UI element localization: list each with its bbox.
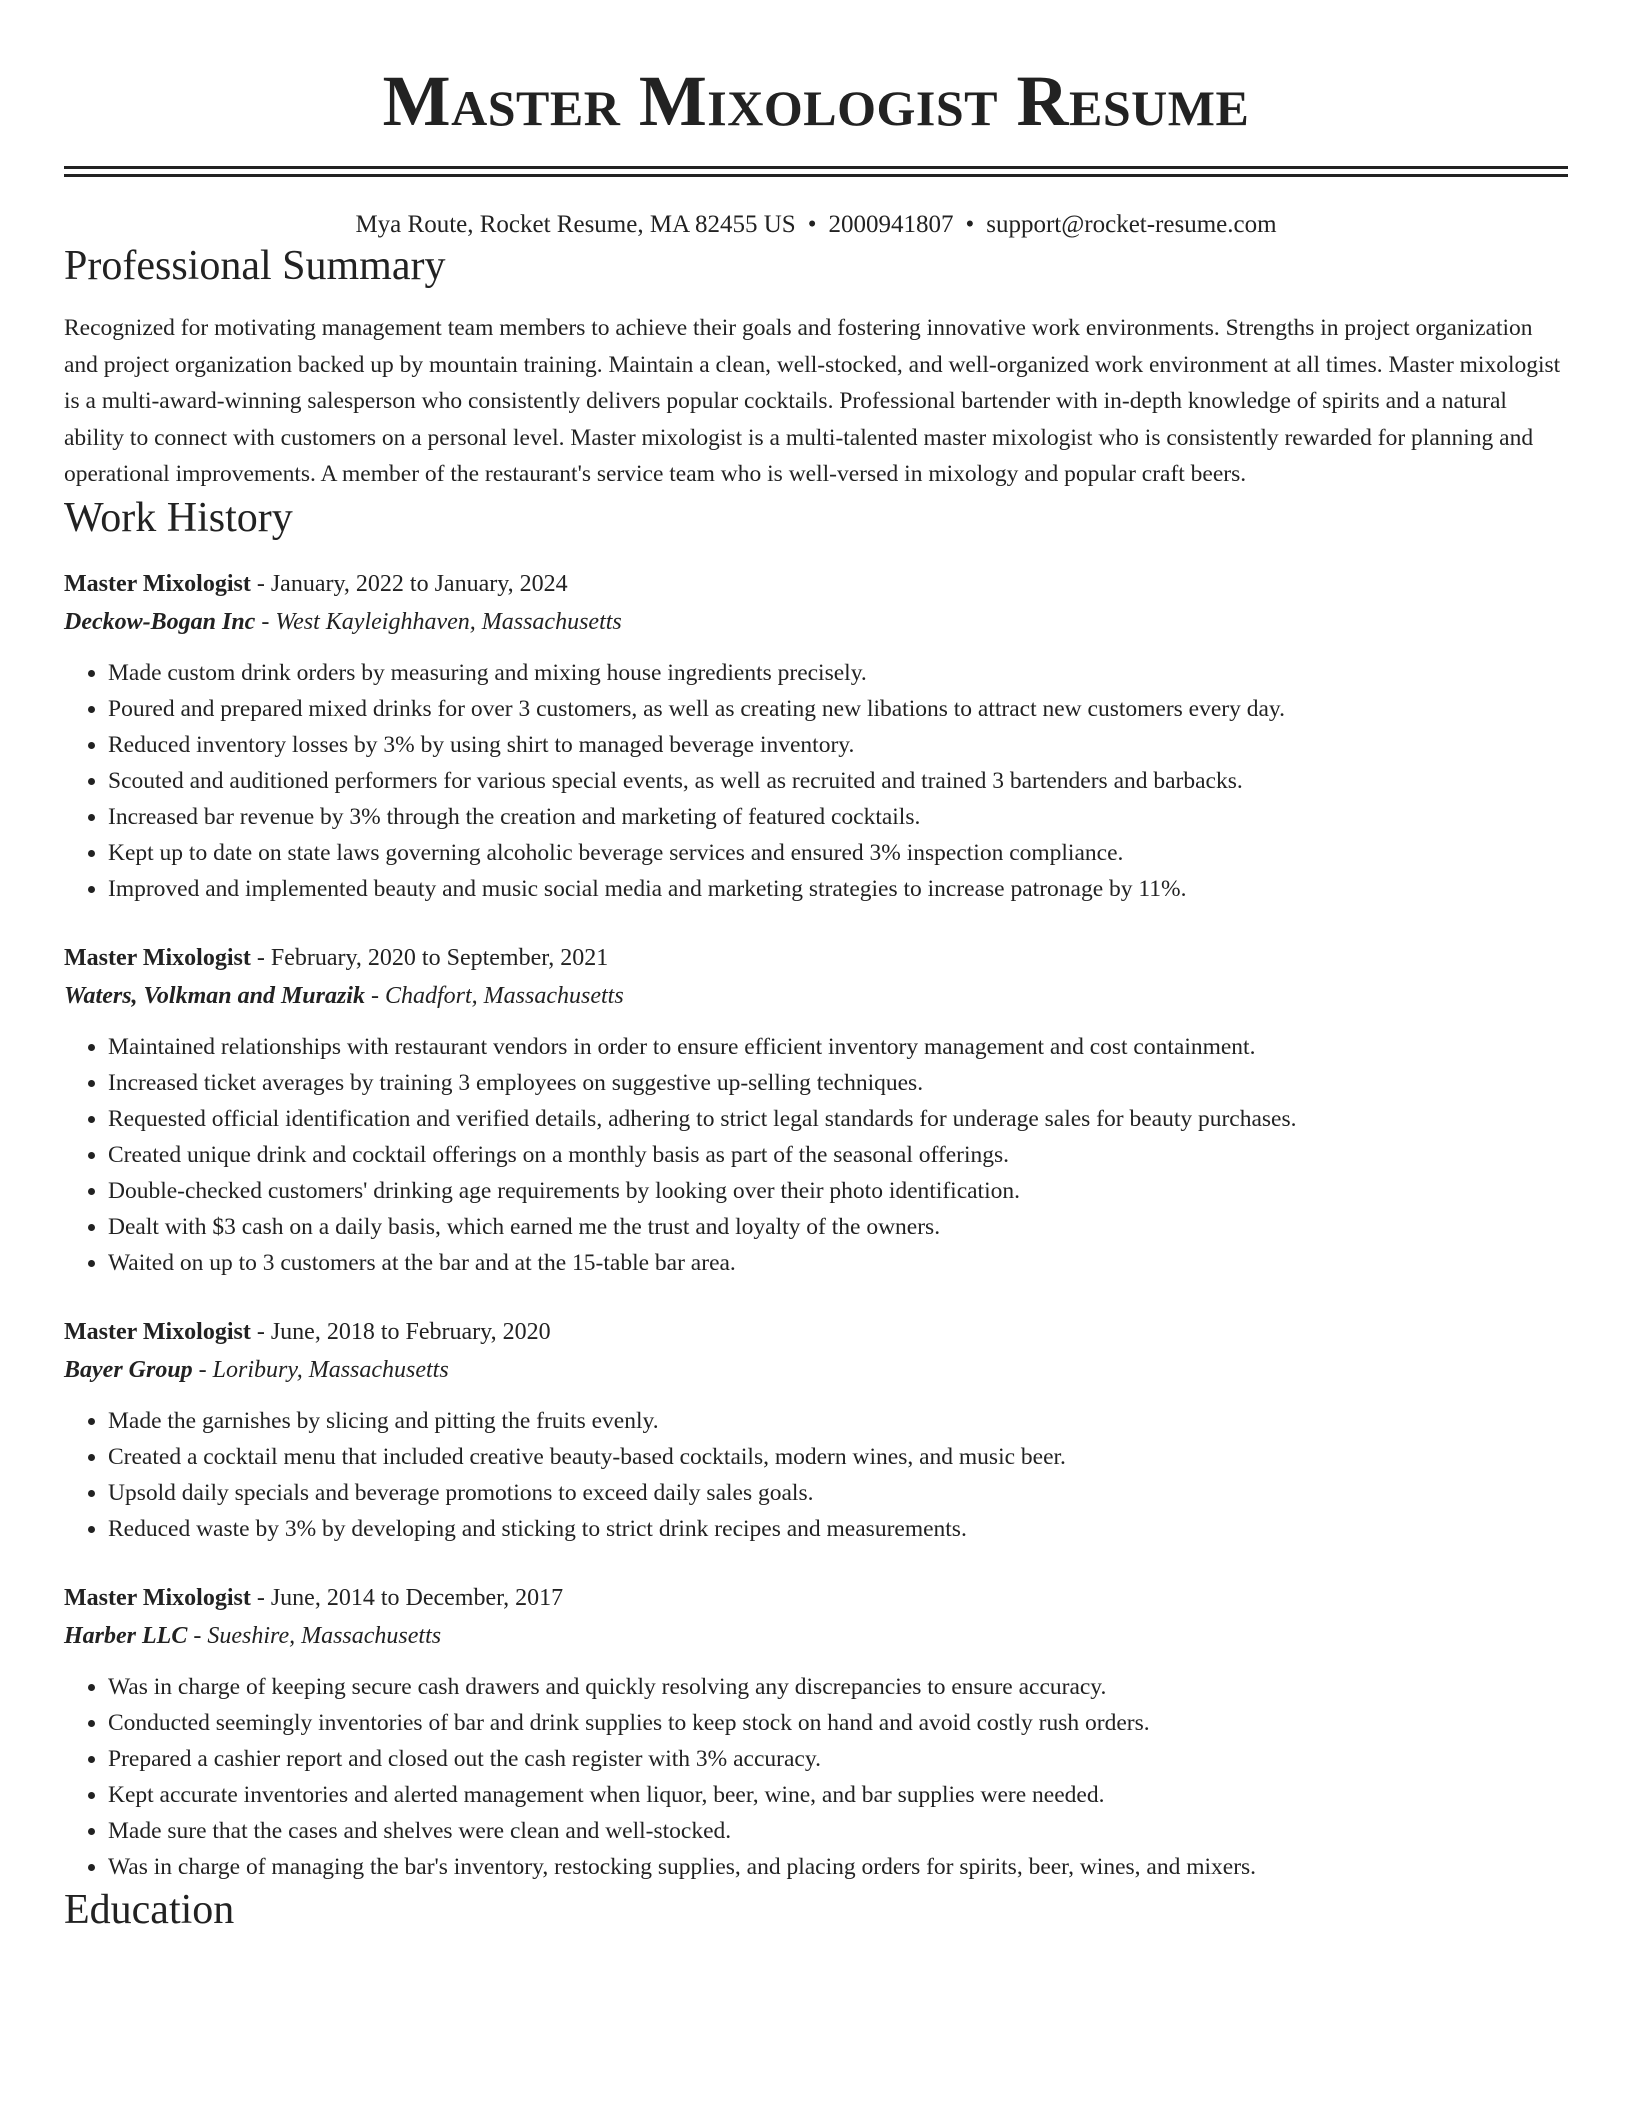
job-location: Sueshire, Massachusetts [207, 1622, 442, 1649]
job-company-line [64, 1351, 1568, 1389]
job-title: Master Mixologist [64, 1318, 251, 1345]
job-location: West Kayleighhaven, Massachusetts [275, 608, 622, 635]
resume-title: Master Mixologist Resume [382, 61, 1250, 141]
duty-item: • Upsold daily specials and beverage promotions to exceed daily sales goals. [108, 1475, 1568, 1511]
job-entry [64, 1313, 1568, 1547]
duty-item: • Reduced waste by 3% by developing and sticking to strict drink recipes and measurements. [108, 1511, 1568, 1547]
job-entry [64, 565, 1568, 907]
duty-item: • Was in charge of managing the bar's inventory, restocking supplies, and placing orders for spirits, beer, wines, and mixers. [108, 1849, 1568, 1885]
duty-item: • Waited on up to 3 customers at the bar and at the 15-table bar area. [108, 1245, 1568, 1281]
job-dash: - [250, 1584, 271, 1611]
duty-item: • Conducted seemingly inventories of bar and drink supplies to keep stock on hand and avoid costly rush orders. [108, 1705, 1568, 1741]
job-company: Harber LLC [64, 1622, 188, 1649]
duty-item: • Made sure that the cases and shelves were clean and well-stocked. [108, 1813, 1568, 1849]
contact-phone: 2000941807 [828, 211, 954, 238]
job-dash: - [364, 982, 385, 1009]
job-title-line [64, 1579, 1568, 1617]
job-company: Waters, Volkman and Murazik [64, 982, 365, 1009]
duty-item: • Reduced inventory losses by 3% by using shirt to managed beverage inventory. [108, 727, 1568, 763]
title-divider [64, 166, 1568, 177]
summary-text: Recognized for motivating management team members to achieve their goals and fostering innovative work environments. Strengths in project organization and project organization backed up by mountain training. Maintain a clean, well-stocked, and well-organized work environment at all times. Master mixologist is a multi-award-winning salesperson who consistently delivers popular cocktails. Professional bartender with in-depth knowledge of spirits and a natural ability to connect with customers on a personal level. Master mixologist is a multi-talented master mixologist who is consistently rewarded for planning and operational improvements. A member of the restaurant's service team who is well-versed in mixology and popular craft beers. [64, 315, 1561, 487]
job-entry [64, 939, 1568, 1281]
duty-item: • Increased ticket averages by training 3 employees on suggestive up-selling techniques. [108, 1065, 1568, 1101]
job-dates: February, 2020 to September, 2021 [270, 944, 609, 971]
job-duties [64, 1029, 1568, 1281]
duty-item: • Was in charge of keeping secure cash drawers and quickly resolving any discrepancies to ensure accuracy. [108, 1669, 1568, 1705]
job-dash: - [187, 1622, 208, 1649]
duty-item: • Kept accurate inventories and alerted management when liquor, beer, wine, and bar supplies were needed. [108, 1777, 1568, 1813]
contact-email: support@rocket-resume.com [986, 211, 1277, 238]
contact-separator: • [965, 211, 975, 238]
duty-item: • Maintained relationships with restaurant vendors in order to ensure efficient inventory management and cost containment. [108, 1029, 1568, 1065]
job-dash: - [250, 570, 271, 597]
job-location: Chadfort, Massachusetts [384, 982, 624, 1009]
job-title: Master Mixologist [64, 944, 251, 971]
duty-item: • Made custom drink orders by measuring and mixing house ingredients precisely. [108, 655, 1568, 691]
duty-item: • Increased bar revenue by 3% through the creation and marketing of featured cocktails. [108, 799, 1568, 835]
job-dash: - [250, 944, 271, 971]
contact-line [64, 209, 1568, 241]
job-company-line [64, 1617, 1568, 1655]
work-history-list [64, 565, 1568, 1885]
job-location: Loribury, Massachusetts [212, 1356, 449, 1383]
duty-item: • Double-checked customers' drinking age requirements by looking over their photo identification. [108, 1173, 1568, 1209]
job-dates: January, 2022 to January, 2024 [270, 570, 568, 597]
duty-item: • Made the garnishes by slicing and pitting the fruits evenly. [108, 1403, 1568, 1439]
job-title: Master Mixologist [64, 570, 251, 597]
education-heading: Education [64, 1886, 235, 1933]
job-dates: June, 2014 to December, 2017 [270, 1584, 564, 1611]
contact-separator: • [807, 211, 817, 238]
job-company-line [64, 603, 1568, 641]
duty-item: • Dealt with $3 cash on a daily basis, which earned me the trust and loyalty of the owners. [108, 1209, 1568, 1245]
job-duties [64, 1403, 1568, 1547]
duty-item: • Improved and implemented beauty and music social media and marketing strategies to increase patronage by 11%. [108, 871, 1568, 907]
job-company: Deckow-Bogan Inc [64, 608, 256, 635]
job-company: Bayer Group [64, 1356, 193, 1383]
job-title-line [64, 939, 1568, 977]
duty-item: • Prepared a cashier report and closed out the cash register with 3% accuracy. [108, 1741, 1568, 1777]
contact-address: Mya Route, Rocket Resume, MA 82455 US [355, 211, 796, 238]
job-duties [64, 655, 1568, 907]
job-company-line [64, 977, 1568, 1015]
job-dates: June, 2018 to February, 2020 [270, 1318, 551, 1345]
job-entry [64, 1579, 1568, 1885]
duty-item: • Poured and prepared mixed drinks for over 3 customers, as well as creating new libations to attract new customers every day. [108, 691, 1568, 727]
job-title-line [64, 565, 1568, 603]
job-title: Master Mixologist [64, 1584, 251, 1611]
duty-item: • Scouted and auditioned performers for various special events, as well as recruited and trained 3 bartenders and barbacks. [108, 763, 1568, 799]
job-dash: - [192, 1356, 213, 1383]
duty-item: • Created a cocktail menu that included creative beauty-based cocktails, modern wines, and music beer. [108, 1439, 1568, 1475]
duty-item: • Requested official identification and verified details, adhering to strict legal standards for underage sales for beauty purchases. [108, 1101, 1568, 1137]
job-title-line [64, 1313, 1568, 1351]
summary-heading: Professional Summary [64, 243, 446, 289]
work-history-heading: Work History [64, 494, 293, 541]
job-duties [64, 1669, 1568, 1885]
job-dash: - [255, 608, 276, 635]
duty-item: • Created unique drink and cocktail offerings on a monthly basis as part of the seasonal offerings. [108, 1137, 1568, 1173]
duty-item: • Kept up to date on state laws governing alcoholic beverage services and ensured 3% inspection compliance. [108, 835, 1568, 871]
job-dash: - [250, 1318, 271, 1345]
